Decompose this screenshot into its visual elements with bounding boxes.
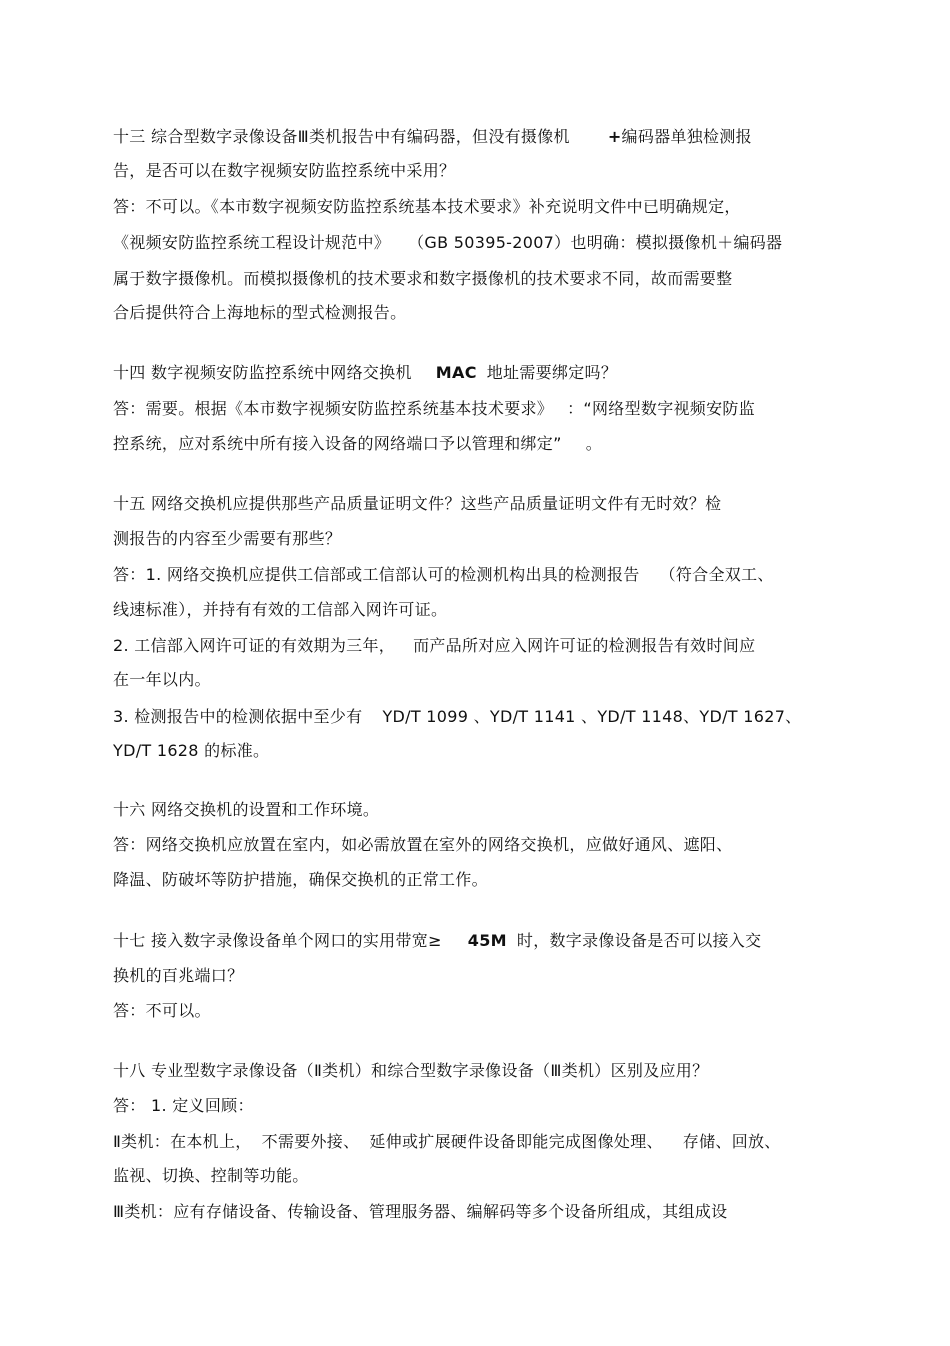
a15-line-5	[113, 707, 801, 727]
a15-line-6	[113, 741, 269, 761]
q14-line-1	[113, 363, 617, 383]
q16-line-1	[113, 800, 379, 820]
a18-line-1	[113, 1096, 254, 1116]
text-segment: 控系统，应对系统中所有接入设备的网络端口予以管理和绑定”	[113, 434, 562, 453]
a18-line-2	[113, 1132, 781, 1152]
text-segment: 存储、回放、	[682, 1132, 781, 1151]
text-segment: 答：1. 网络交换机应提供工信部或工信部认可的检测机构出具的检测报告	[113, 565, 640, 584]
text-segment: 属于数字摄像机。而模拟摄像机的技术要求和数字摄像机的技术要求不同，故而需要整	[113, 269, 733, 288]
text-segment: 监视、切换、控制等功能。	[113, 1166, 309, 1185]
a13-line-4	[113, 303, 406, 323]
a15-line-4	[113, 670, 211, 690]
text-segment: 编码器单独检测报	[621, 127, 752, 146]
text-segment: 十六 网络交换机的设置和工作环境。	[113, 800, 380, 819]
a18-line-3	[113, 1166, 309, 1186]
text-segment: YD/T 1099 、YD/T 1141 、YD/T 1148、YD/T 1627、	[382, 707, 802, 726]
a16-line-1	[113, 835, 732, 855]
text-segment: Ⅱ类机：在本机上，	[113, 1132, 252, 1151]
text-segment: ：“网络型数字视频安防监	[567, 399, 755, 418]
a13-line-3	[113, 269, 732, 289]
a13-line-1	[113, 197, 741, 217]
text-segment: 答： 1. 定义回顾：	[113, 1096, 254, 1115]
a17-line-1	[113, 1001, 211, 1021]
a15-line-1	[113, 565, 774, 585]
text-segment: 十三 综合型数字录像设备Ⅲ类机报告中有编码器，但没有摄像机	[113, 127, 570, 146]
text-segment: 45M	[467, 931, 507, 950]
text-segment: 答：网络交换机应放置在室内，如必需放置在室外的网络交换机，应做好通风、遮阳、	[113, 835, 733, 854]
q17-line-2	[113, 966, 243, 986]
text-segment: （符合全双工、	[659, 565, 774, 584]
a15-line-2	[113, 600, 447, 620]
text-segment: Ⅲ类机：应有存储设备、传输设备、管理服务器、编解码等多个设备所组成，其组成设	[113, 1202, 728, 1221]
text-segment: 十七 接入数字录像设备单个网口的实用带宽≥	[113, 931, 442, 950]
text-segment: 降温、防破坏等防护措施，确保交换机的正常工作。	[113, 870, 488, 889]
text-segment: 合后提供符合上海地标的型式检测报告。	[113, 303, 407, 322]
text-segment: 答：不可以。	[113, 1001, 211, 1020]
text-segment: 2. 工信部入网许可证的有效期为三年，	[113, 636, 396, 655]
text-segment: 在一年以内。	[113, 670, 211, 689]
a13-line-2	[113, 233, 782, 253]
text-segment: 答：需要。根据《本市数字视频安防监控系统基本技术要求》	[113, 399, 554, 418]
text-segment: （GB 50395-2007）也明确：模拟摄像机＋编码器	[408, 233, 783, 252]
text-segment: 线速标准），并持有有效的工信部入网许可证。	[113, 600, 448, 619]
q17-line-1	[113, 931, 761, 951]
text-segment: YD/T 1628 的标准。	[113, 741, 270, 760]
text-segment: 十八 专业型数字录像设备（Ⅱ类机）和综合型数字录像设备（Ⅲ类机）区别及应用？	[113, 1061, 709, 1080]
text-segment: +	[607, 127, 622, 146]
text-segment: 而产品所对应入网许可证的检测报告有效时间应	[413, 636, 756, 655]
text-segment: 换机的百兆端口？	[113, 966, 244, 985]
a14-line-2	[113, 434, 602, 454]
text-segment: 时，数字录像设备是否可以接入交	[516, 931, 762, 950]
text-segment: 《视频安防监控系统工程设计规范中》	[113, 233, 391, 252]
text-segment: 。	[585, 434, 603, 453]
text-segment: 十四 数字视频安防监控系统中网络交换机	[113, 363, 412, 382]
q15-line-2	[113, 529, 341, 549]
text-segment: 不需要外接、	[261, 1132, 360, 1151]
text-segment: 答：不可以。《本市数字视频安防监控系统基本技术要求》补充说明文件中已明确规定，	[113, 197, 741, 216]
a15-line-3	[113, 636, 755, 656]
q18-line-1	[113, 1061, 708, 1081]
q13-line-1	[113, 127, 752, 147]
text-segment: 延伸或扩展硬件设备即能完成图像处理、	[369, 1132, 663, 1151]
q15-line-1	[113, 494, 722, 514]
text-segment: 测报告的内容至少需要有那些？	[113, 529, 342, 548]
a16-line-2	[113, 870, 488, 890]
text-segment: 十五 网络交换机应提供那些产品质量证明文件？这些产品质量证明文件有无时效？检	[113, 494, 722, 513]
text-segment: MAC	[435, 363, 477, 382]
text-segment: 告，是否可以在数字视频安防监控系统中采用？	[113, 161, 456, 180]
q13-line-2	[113, 161, 455, 181]
a14-line-1	[113, 399, 755, 419]
text-segment: 3. 检测报告中的检测依据中至少有	[113, 707, 363, 726]
a18-line-4	[113, 1202, 727, 1222]
text-segment: 地址需要绑定吗？	[486, 363, 618, 382]
